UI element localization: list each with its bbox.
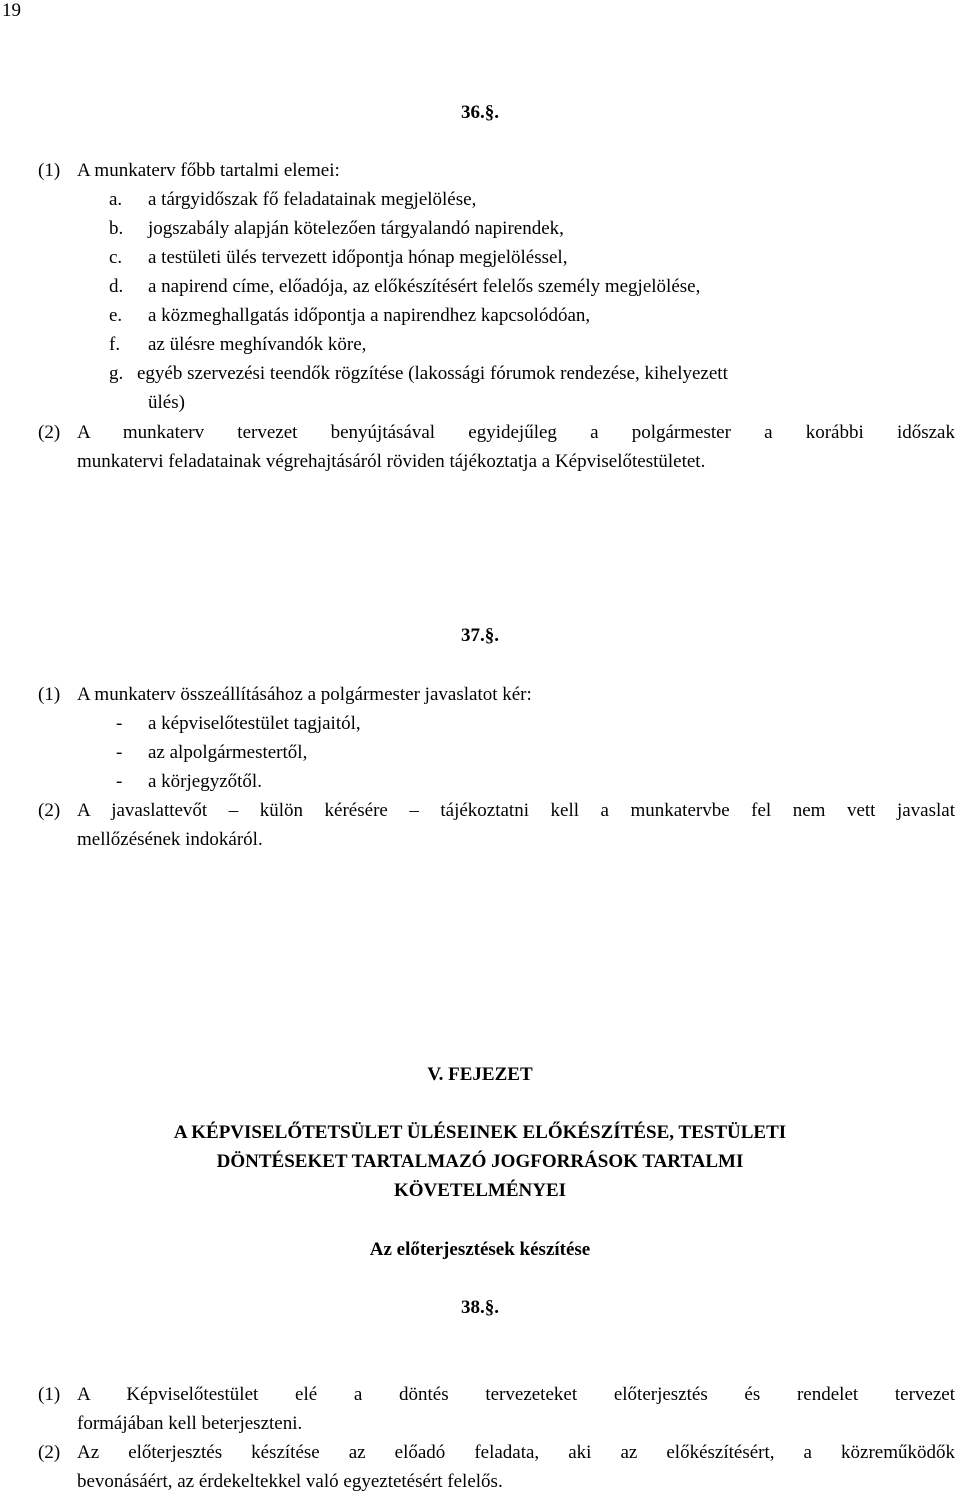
list-marker: a. — [109, 189, 123, 210]
section-37-p1-text: A munkaterv összeállításához a polgármester javaslatot kér: — [77, 684, 532, 705]
section-38-p2-line2: bevonásáért, az érdekeltekkel való egyeztetésért felelős. — [77, 1471, 503, 1492]
list-item: jogszabály alapján kötelezően tárgyalandó napirendek, — [148, 218, 564, 239]
chapter-label: V. FEJEZET — [427, 1064, 533, 1085]
list-marker: d. — [109, 276, 124, 297]
section-38-p2-line1: Az előterjesztés készítése az előadó feladata, aki az előkészítésért, a közreműködők — [77, 1442, 955, 1463]
list-marker: b. — [109, 218, 124, 239]
section-36-p2-num: (2) — [38, 422, 61, 443]
list-marker: e. — [109, 305, 123, 326]
list-item: a tárgyidőszak fő feladatainak megjelölése, — [148, 189, 477, 210]
chapter-subtitle: Az előterjesztések készítése — [369, 1239, 591, 1260]
list-marker: f. — [109, 334, 121, 355]
section-36-p2-line1: A munkaterv tervezet benyújtásával egyidejűleg a polgármester a korábbi időszak — [77, 422, 955, 443]
section-heading-37: 37.§. — [461, 625, 499, 646]
list-item: egyéb szervezési teendők rögzítése (lakossági fórumok rendezése, kihelyezett — [137, 363, 728, 384]
chapter-title-line1: A KÉPVISELŐTETSÜLET ÜLÉSEINEK ELŐKÉSZÍTÉSE, TESTÜLETI — [173, 1122, 787, 1143]
list-item: a képviselőtestület tagjaitól, — [148, 713, 361, 734]
list-item: az alpolgármestertől, — [148, 742, 308, 763]
list-item: az ülésre meghívandók köre, — [148, 334, 367, 355]
list-item: a közmeghallgatás időpontja a napirendhez kapcsolódóan, — [148, 305, 591, 326]
section-36-p2-line2: munkatervi feladatainak végrehajtásáról röviden tájékoztatja a Képviselőtestületet. — [77, 451, 706, 472]
section-36-p1-num: (1) — [38, 160, 61, 181]
section-37-p2-line2: mellőzésének indokáról. — [77, 829, 263, 850]
section-36-p1-text: A munkaterv főbb tartalmi elemei: — [77, 160, 340, 181]
section-37-p2-line1: A javaslattevőt – külön kérésére – tájékoztatni kell a munkatervbe fel nem vett javaslat — [77, 800, 955, 821]
section-38-p2-num: (2) — [38, 1442, 61, 1463]
section-38-p1-line1: A Képviselőtestület elé a döntés tervezeteket előterjesztés és rendelet tervezet — [77, 1384, 955, 1405]
list-marker: - — [116, 713, 123, 734]
list-item: a körjegyzőtől. — [148, 771, 262, 792]
list-marker: c. — [109, 247, 123, 268]
chapter-title-line3: KÖVETELMÉNYEI — [393, 1180, 567, 1201]
list-item-continuation: ülés) — [148, 392, 185, 413]
chapter-title-line2: DÖNTÉSEKET TARTALMAZÓ JOGFORRÁSOK TARTALMI — [216, 1151, 744, 1172]
section-38-p1-num: (1) — [38, 1384, 61, 1405]
list-marker: - — [116, 742, 123, 763]
section-heading-36: 36.§. — [461, 102, 499, 123]
section-37-p1-num: (1) — [38, 684, 61, 705]
list-marker: g. — [109, 363, 124, 384]
list-marker: - — [116, 771, 123, 792]
list-item: a napirend címe, előadója, az előkészítésért felelős személy megjelölése, — [148, 276, 701, 297]
section-38-p1-line2: formájában kell beterjeszteni. — [77, 1413, 303, 1434]
section-37-p2-num: (2) — [38, 800, 61, 821]
list-item: a testületi ülés tervezett időpontja hónap megjelöléssel, — [148, 247, 568, 268]
section-heading-38: 38.§. — [461, 1297, 499, 1318]
page-number: 19 — [2, 0, 21, 21]
